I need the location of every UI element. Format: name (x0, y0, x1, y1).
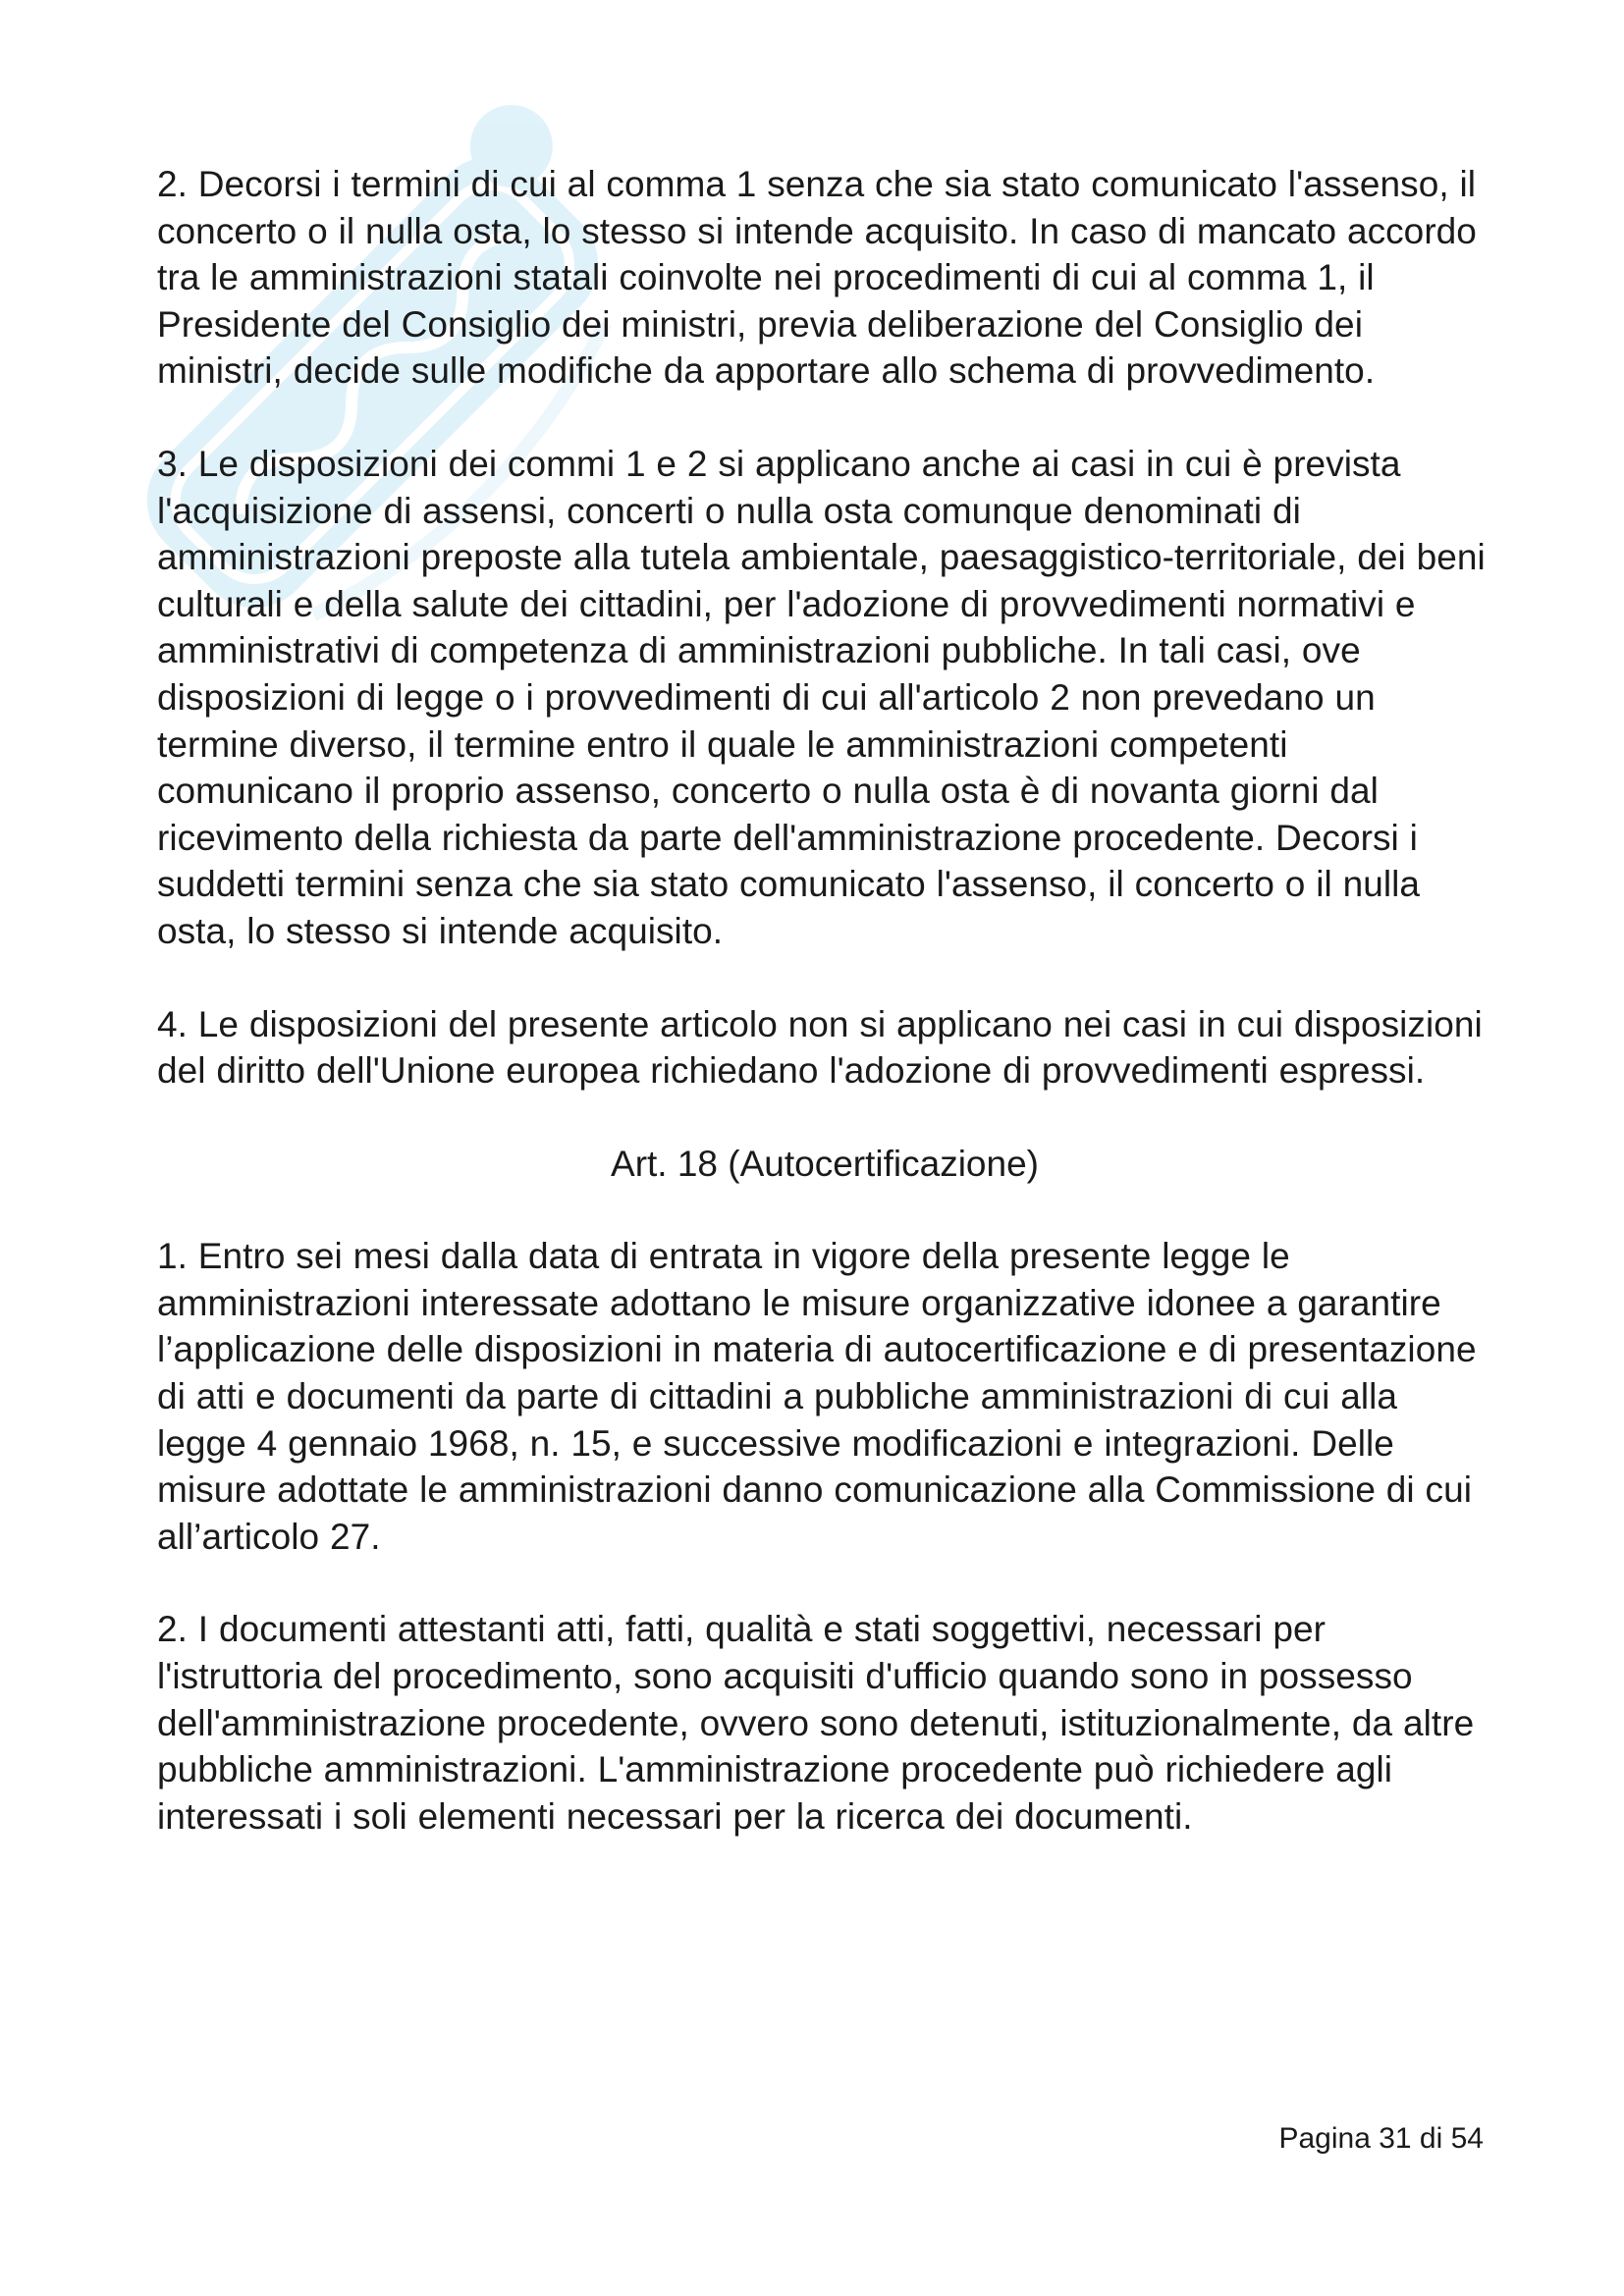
paragraph-art18-comma-1: 1. Entro sei mesi dalla data di entrata in vigore della presente legge le amministrazioni interessate adottano le misure organizzative idonee a garantire l’applicazione delle disposizioni in materia di autocertificazione e di presentazione di atti e documenti da parte di cittadini a pubbliche amministrazioni di cui alla legge 4 gennaio 1968, n. 15, e successive modificazioni e integrazioni. Delle misure adottate le amministrazioni danno comunicazione alla Commissione di cui all’articolo 27. (157, 1236, 1477, 1557)
page-number: Pagina 31 di 54 (1278, 2122, 1484, 2155)
document-body (157, 161, 1492, 1886)
paragraph-comma-2: 2. Decorsi i termini di cui al comma 1 senza che sia stato comunicato l'assenso, il concerto o il nulla osta, lo stesso si intende acquisito. In caso di mancato accordo tra le amministrazioni statali coinvolte nei procedimenti di cui al comma 1, il Presidente del Consiglio dei ministri, previa deliberazione del Consiglio dei ministri, decide sulle modifiche da apportare allo schema di provvedimento. (157, 164, 1477, 392)
paragraph-art18-comma-2: 2. I documenti attestanti atti, fatti, qualità e stati soggettivi, necessari per l'istruttoria del procedimento, sono acquisiti d'ufficio quando sono in possesso dell'amministrazione procedente, ovvero sono detenuti, istituzionalmente, da altre pubbliche amministrazioni. L'amministrazione procedente può richiedere agli interessati i soli elementi necessari per la ricerca dei documenti. (157, 1609, 1475, 1837)
paragraph-comma-4: 4. Le disposizioni del presente articolo non si applicano nei casi in cui disposizioni del diritto dell'Unione europea richiedano l'adozione di provvedimenti espressi. (157, 1003, 1483, 1092)
article-heading: Art. 18 (Autocertificazione) (611, 1143, 1039, 1184)
paragraph-comma-3: 3. Le disposizioni dei commi 1 e 2 si applicano anche ai casi in cui è prevista l'acquisizione di assensi, concerti o nulla osta comunque denominati di amministrazioni preposte alla tutela ambientale, paesaggistico-territoriale, dei beni culturali e della salute dei cittadini, per l'adozione di provvedimenti normativi e amministrativi di competenza di amministrazioni pubbliche. In tali casi, ove disposizioni di legge o i provvedimenti di cui all'articolo 2 non prevedano un termine diverso, il termine entro il quale le amministrazioni competenti comunicano il proprio assenso, concerto o nulla osta è di novanta giorni dal ricevimento della richiesta da parte dell'amministrazione procedente. Decorsi i suddetti termini senza che sia stato comunicato l'assenso, il concerto o il nulla osta, lo stesso si intende acquisito. (157, 443, 1486, 951)
